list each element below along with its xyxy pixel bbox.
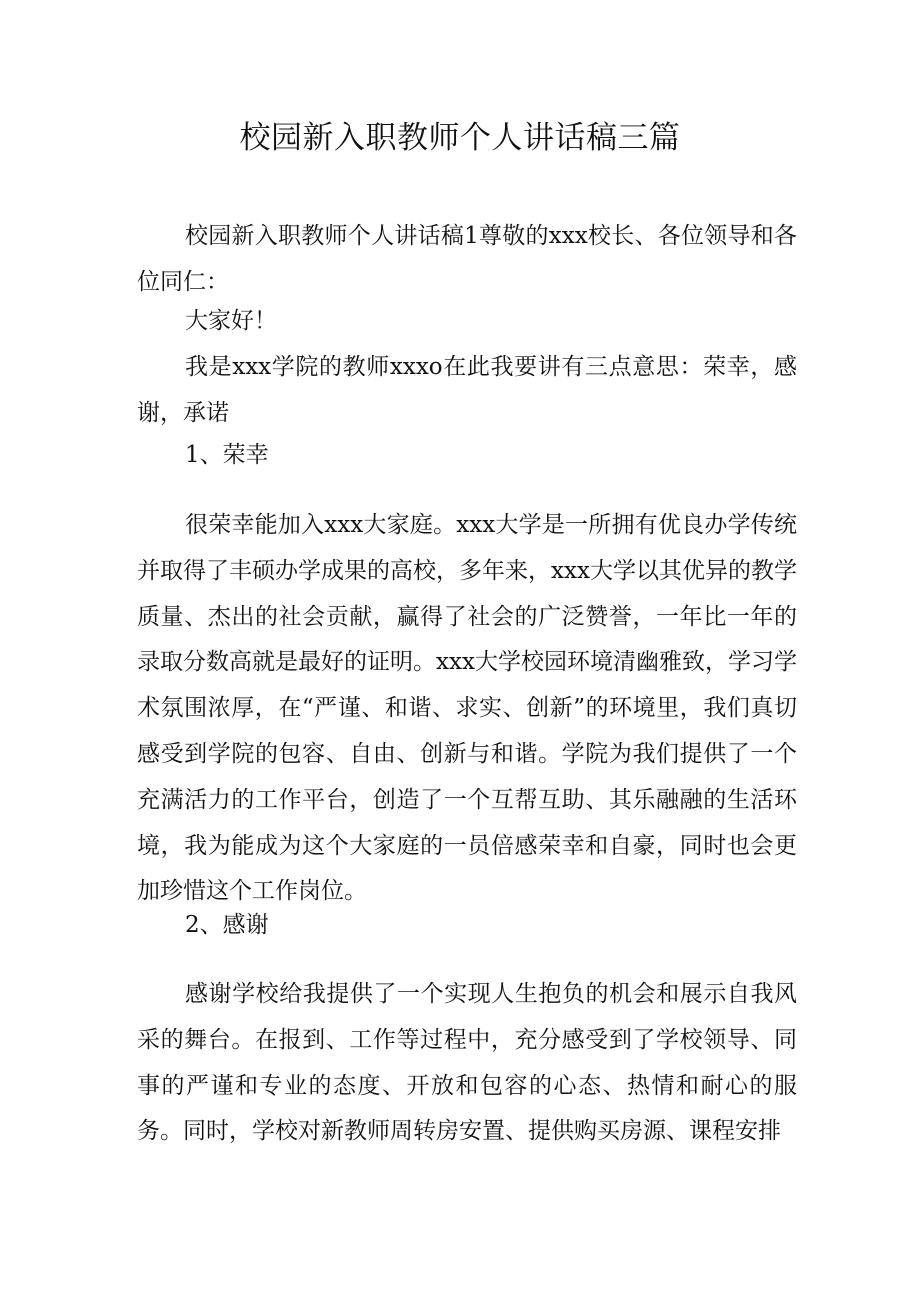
paragraph-hello: 大家好！ (185, 308, 277, 334)
paragraph-greeting: 校园新入职教师个人讲话稿1尊敬的xxx校长、各位领导和各位同仁： (137, 223, 797, 295)
section-heading-honor: 1、荣幸 (185, 442, 269, 468)
section-heading-thanks: 2、感谢 (185, 912, 269, 938)
paragraph-honor: 很荣幸能加入xxx大家庭。xxx大学是一所拥有优良办学传统并取得了丰硕办学成果的高校，多年来，xxx大学以其优异的教学质量、杰出的社会贡献，赢得了社会的广泛赞誉，一年比一年的录取分数高就是最好的证明。xxx大学校园环境清幽雅致，学习学术氛围浓厚，在“严谨、和谐、求实、创新”的环境里，我们真切感受到学院的包容、自由、创新与和谐。学院为我们提供了一个充满活力的工作平台，创造了一个互帮互助、其乐融融的生活环境，我为能成为这个大家庭的一员倍感荣幸和自豪，同时也会更加珍惜这个工作岗位。 (137, 512, 797, 905)
document-title: 校园新入职教师个人讲话稿三篇 (239, 120, 681, 156)
paragraph-thanks: 感谢学校给我提供了一个实现人生抱负的机会和展示自我风采的舞台。在报到、工作等过程中，充分感受到了学校领导、同事的严谨和专业的态度、开放和包容的心态、热情和耐心的服务。同时，学校对新教师周转房安置、提供购买房源、课程安排 (137, 981, 797, 1145)
paragraph-intro: 我是xxx学院的教师xxxo在此我要讲有三点意思：荣幸，感谢，承诺 (137, 354, 797, 426)
